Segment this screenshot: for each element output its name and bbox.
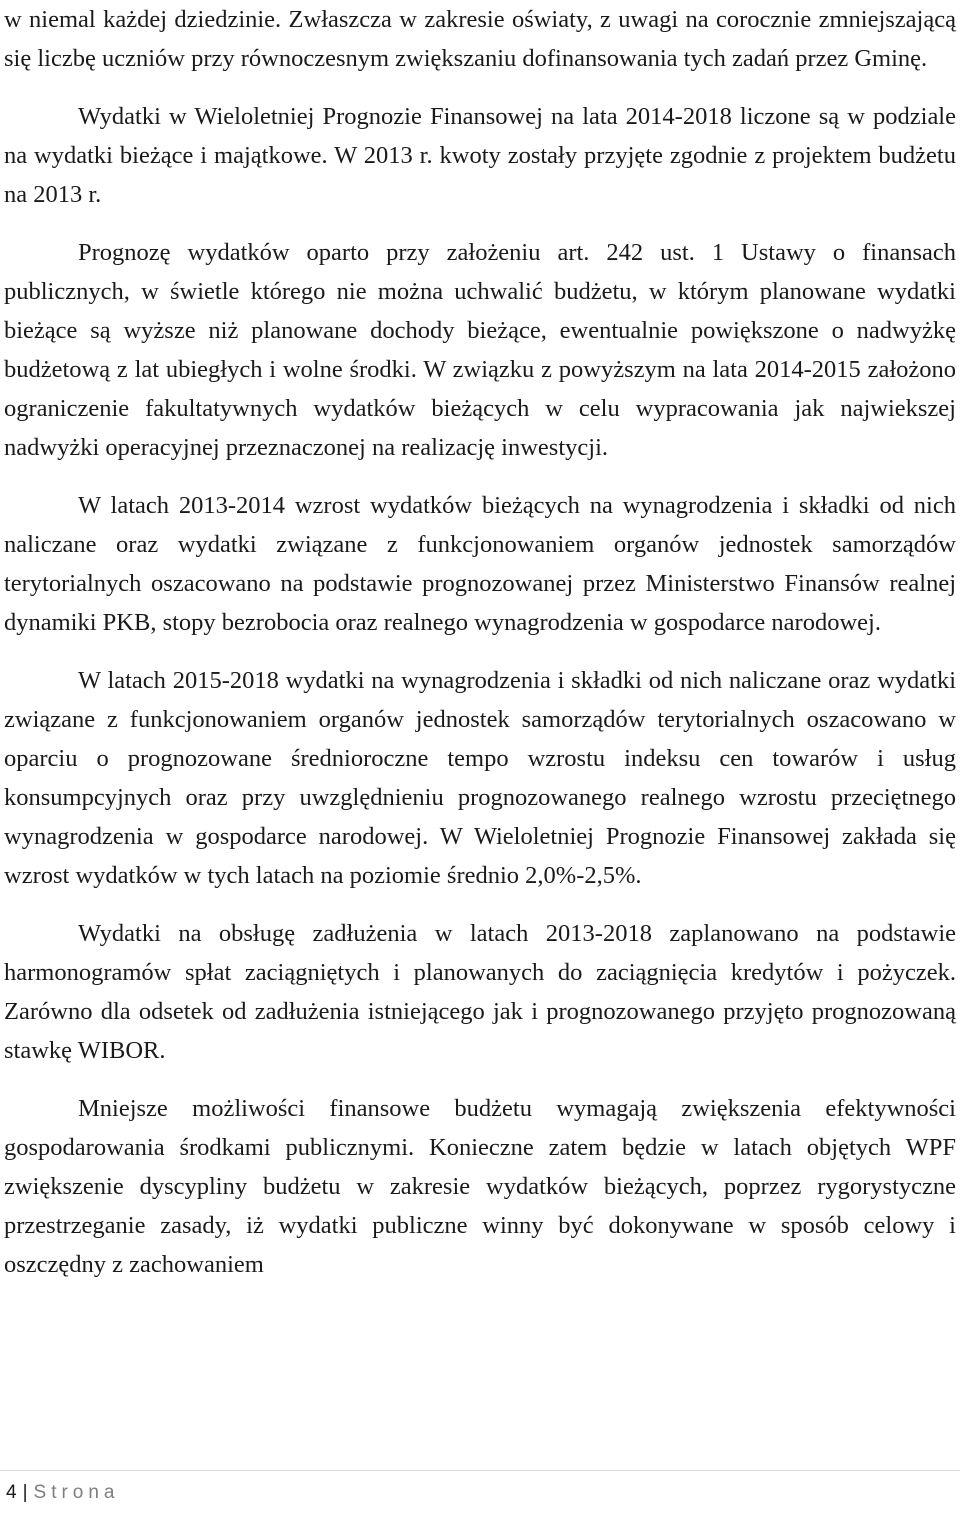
- paragraph-continuation: w niemal każdej dziedzinie. Zwłaszcza w zakresie oświaty, z uwagi na corocznie zmniejszającą się liczbę uczniów przy równoczesnym zwiększaniu dofinansowania tych zadań przez Gminę.: [4, 6, 956, 72]
- paragraph-budget-discipline: Mniejsze możliwości finansowe budżetu wymagają zwiększenia efektywności gospodarowania środkami publicznymi. Konieczne zatem będzie w latach objętych WPF zwiększenie dyscypliny budżetu w zakresie wydatków bieżących, poprzez rygorystyczne przestrzeganie zasady, iż wydatki publiczne winny być dokonywane w sposób celowy i oszczędny z zachowaniem: [4, 1095, 956, 1278]
- paragraph-wages-2015-2018: W latach 2015-2018 wydatki na wynagrodzenia i składki od nich naliczane oraz wydatki związane z funkcjonowaniem organów jednostek samorządów terytorialnych oszacowano w oparciu o prognozowane średnioroczne tempo wzrostu indeksu cen towarów i usług konsumpcyjnych oraz przy uwzględnieniu prognozowanego realnego wzrostu przeciętnego wynagrodzenia w gospodarce narodowej. W Wieloletniej Prognozie Finansowej zakłada się wzrost wydatków w tych latach na poziomie średnio 2,0%-2,5%.: [4, 667, 956, 889]
- paragraph-wages-2013-2014: W latach 2013-2014 wzrost wydatków bieżących na wynagrodzenia i składki od nich naliczane oraz wydatki związane z funkcjonowaniem organów jednostek samorządów terytorialnych oszacowano na podstawie prognozowanej przez Ministerstwo Finansów realnej dynamiki PKB, stopy bezrobocia oraz realnego wynagrodzenia w gospodarce narodowej.: [4, 492, 956, 636]
- paragraph-debt-service: Wydatki na obsługę zadłużenia w latach 2013-2018 zaplanowano na podstawie harmonogramów spłat zaciągniętych i planowanych do zaciągnięcia kredytów i pożyczek. Zarówno dla odsetek od zadłużenia istniejącego jak i prognozowanego przyjęto prognozowaną stawkę WIBOR.: [4, 920, 956, 1064]
- paragraph-wpf-expenditures: Wydatki w Wieloletniej Prognozie Finansowej na lata 2014-2018 liczone są w podziale na wydatki bieżące i majątkowe. W 2013 r. kwoty zostały przyjęte zgodnie z projektem budżetu na 2013 r.: [4, 103, 956, 208]
- page-number: 4: [6, 1482, 17, 1503]
- page-label: Strona: [33, 1482, 120, 1503]
- footer-divider: [0, 1470, 960, 1471]
- paragraph-forecast-basis: Prognozę wydatków oparto przy założeniu art. 242 ust. 1 Ustawy o finansach publicznych, w świetle którego nie można uchwalić budżetu, w którym planowane wydatki bieżące są wyższe niż planowane dochody bieżące, ewentualnie powiększone o nadwyżkę budżetową z lat ubiegłych i wolne środki. W związku z powyższym na lata 2014-2015 założono ograniczenie fakultatywnych wydatków bieżących w celu wypracowania jak najwiekszej nadwyżki operacyjnej przeznaczonej na realizację inwestycji.: [4, 239, 956, 461]
- page-footer: [0, 1481, 960, 1505]
- footer-separator: |: [22, 1482, 28, 1503]
